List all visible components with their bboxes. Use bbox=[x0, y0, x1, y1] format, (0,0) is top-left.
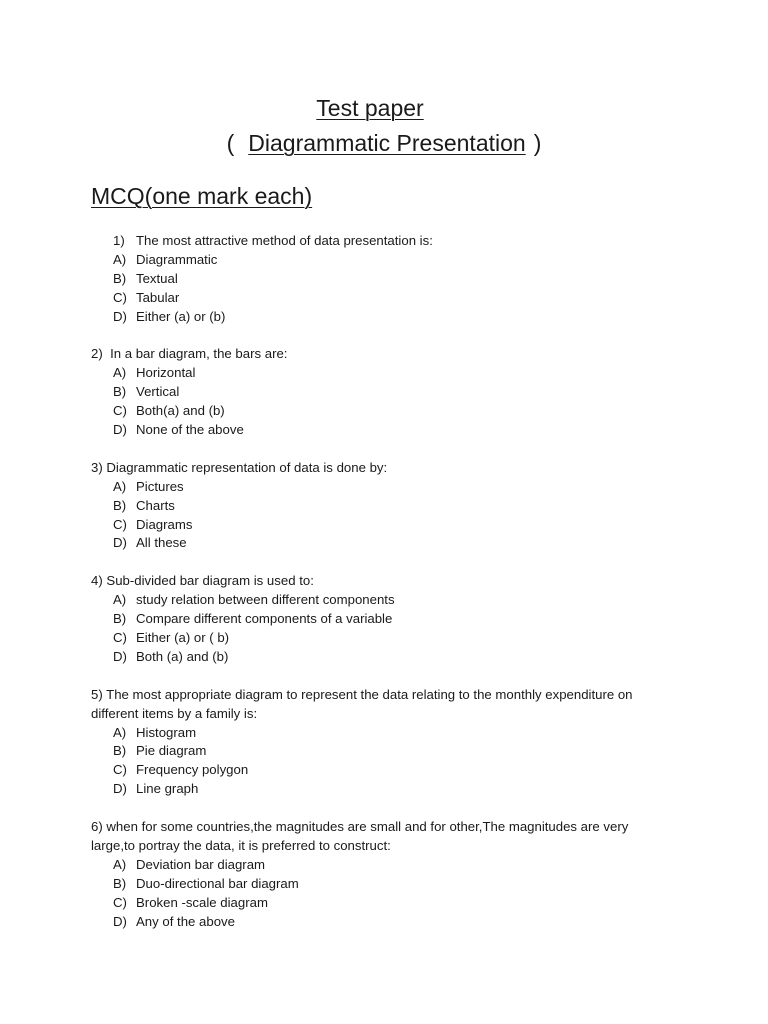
option-letter: A) bbox=[113, 724, 127, 740]
option-b bbox=[0, 270, 768, 289]
option-text: Broken -scale diagram bbox=[136, 894, 268, 910]
question-3 bbox=[0, 459, 768, 554]
option-text: Pie diagram bbox=[136, 743, 207, 759]
title-text: Test paper bbox=[316, 95, 424, 121]
page-title bbox=[0, 93, 740, 123]
question-text: In a bar diagram, the bars are: bbox=[110, 346, 288, 362]
question-number: 3) bbox=[91, 459, 103, 475]
option-text: Tabular bbox=[136, 289, 180, 305]
option-c bbox=[0, 894, 768, 913]
option-text: Charts bbox=[136, 497, 175, 513]
option-text: Any of the above bbox=[136, 913, 235, 929]
option-a bbox=[0, 856, 768, 875]
option-a bbox=[0, 364, 768, 383]
option-d bbox=[0, 534, 768, 553]
option-text: All these bbox=[136, 535, 187, 551]
question-stem bbox=[0, 345, 768, 364]
question-4 bbox=[0, 572, 768, 667]
option-text: Horizontal bbox=[136, 365, 196, 381]
section-heading-text: MCQ(one mark each) bbox=[91, 183, 313, 209]
option-letter: A) bbox=[113, 592, 127, 608]
subtitle-open-paren: ( bbox=[226, 130, 235, 156]
option-letter: D) bbox=[113, 913, 127, 929]
question-2 bbox=[0, 345, 768, 440]
option-letter: B) bbox=[113, 270, 127, 286]
option-text: Both (a) and (b) bbox=[136, 648, 229, 664]
option-text: Diagrams bbox=[136, 516, 193, 532]
option-text: Vertical bbox=[136, 384, 180, 400]
option-d bbox=[0, 913, 768, 932]
option-text: Diagrammatic bbox=[136, 251, 218, 267]
question-text: Sub-divided bar diagram is used to: bbox=[106, 573, 314, 589]
option-c bbox=[0, 402, 768, 421]
option-d bbox=[0, 648, 768, 667]
option-text: Frequency polygon bbox=[136, 762, 249, 778]
option-letter: B) bbox=[113, 611, 127, 627]
question-5 bbox=[0, 686, 768, 799]
option-letter: C) bbox=[113, 289, 127, 305]
question-number: 2) bbox=[91, 346, 103, 362]
option-letter: C) bbox=[113, 762, 127, 778]
option-letter: B) bbox=[113, 875, 127, 891]
question-number: 4) bbox=[91, 573, 103, 589]
option-a bbox=[0, 724, 768, 743]
option-c bbox=[0, 629, 768, 648]
subtitle-text: Diagrammatic Presentation bbox=[248, 130, 526, 156]
option-d bbox=[0, 421, 768, 440]
option-text: Deviation bar diagram bbox=[136, 856, 266, 872]
option-c bbox=[0, 761, 768, 780]
option-text: None of the above bbox=[136, 422, 244, 438]
question-number: 5) bbox=[91, 686, 103, 702]
option-b bbox=[0, 610, 768, 629]
section-heading bbox=[91, 180, 312, 212]
option-letter: B) bbox=[113, 743, 127, 759]
question-number: 6) bbox=[91, 819, 103, 835]
question-stem bbox=[0, 459, 768, 478]
option-b bbox=[0, 742, 768, 761]
option-b bbox=[0, 875, 768, 894]
option-text: Either (a) or ( b) bbox=[136, 629, 230, 645]
question-1 bbox=[0, 232, 768, 327]
option-letter: B) bbox=[113, 497, 127, 513]
option-text: Compare different components of a variable bbox=[136, 611, 393, 627]
option-letter: C) bbox=[113, 894, 127, 910]
question-text: Diagrammatic representation of data is done by: bbox=[106, 459, 388, 475]
question-stem bbox=[0, 572, 768, 591]
option-letter: D) bbox=[113, 648, 127, 664]
page-subtitle bbox=[0, 127, 768, 159]
option-b bbox=[0, 383, 768, 402]
option-letter: D) bbox=[113, 535, 127, 551]
option-text: Duo-directional bar diagram bbox=[136, 875, 299, 891]
option-letter: B) bbox=[113, 384, 127, 400]
option-letter: C) bbox=[113, 629, 127, 645]
option-letter: D) bbox=[113, 308, 127, 324]
question-text: when for some countries,the magnitudes are small and for other,The magnitudes are very large,to portray the data, it is preferred to construct: bbox=[91, 819, 629, 853]
option-letter: C) bbox=[113, 403, 127, 419]
question-stem bbox=[0, 686, 768, 724]
option-text: study relation between different components bbox=[136, 592, 395, 608]
option-text: Either (a) or (b) bbox=[136, 308, 226, 324]
question-text: The most attractive method of data presentation is: bbox=[136, 233, 433, 248]
option-text: Line graph bbox=[136, 781, 199, 797]
option-c bbox=[0, 516, 768, 535]
subtitle-close-paren: ) bbox=[533, 130, 542, 156]
option-letter: C) bbox=[113, 516, 127, 532]
option-letter: D) bbox=[113, 422, 127, 438]
question-text: The most appropriate diagram to represent the data relating to the monthly expenditure on different items by a family is: bbox=[91, 686, 633, 721]
option-letter: A) bbox=[113, 365, 127, 381]
question-stem bbox=[0, 232, 768, 251]
question-list bbox=[0, 232, 768, 950]
option-text: Pictures bbox=[136, 478, 184, 494]
option-b bbox=[0, 497, 768, 516]
option-d bbox=[0, 780, 768, 799]
option-letter: D) bbox=[113, 781, 127, 797]
option-c bbox=[0, 289, 768, 308]
question-number: 1) bbox=[113, 233, 125, 248]
option-letter: A) bbox=[113, 251, 127, 267]
option-a bbox=[0, 478, 768, 497]
question-stem bbox=[0, 818, 768, 856]
option-text: Both(a) and (b) bbox=[136, 403, 225, 419]
option-text: Textual bbox=[136, 270, 178, 286]
option-a bbox=[0, 591, 768, 610]
question-6 bbox=[0, 818, 768, 931]
option-d bbox=[0, 308, 768, 327]
option-text: Histogram bbox=[136, 724, 197, 740]
option-a bbox=[0, 251, 768, 270]
option-letter: A) bbox=[113, 856, 127, 872]
option-letter: A) bbox=[113, 478, 127, 494]
